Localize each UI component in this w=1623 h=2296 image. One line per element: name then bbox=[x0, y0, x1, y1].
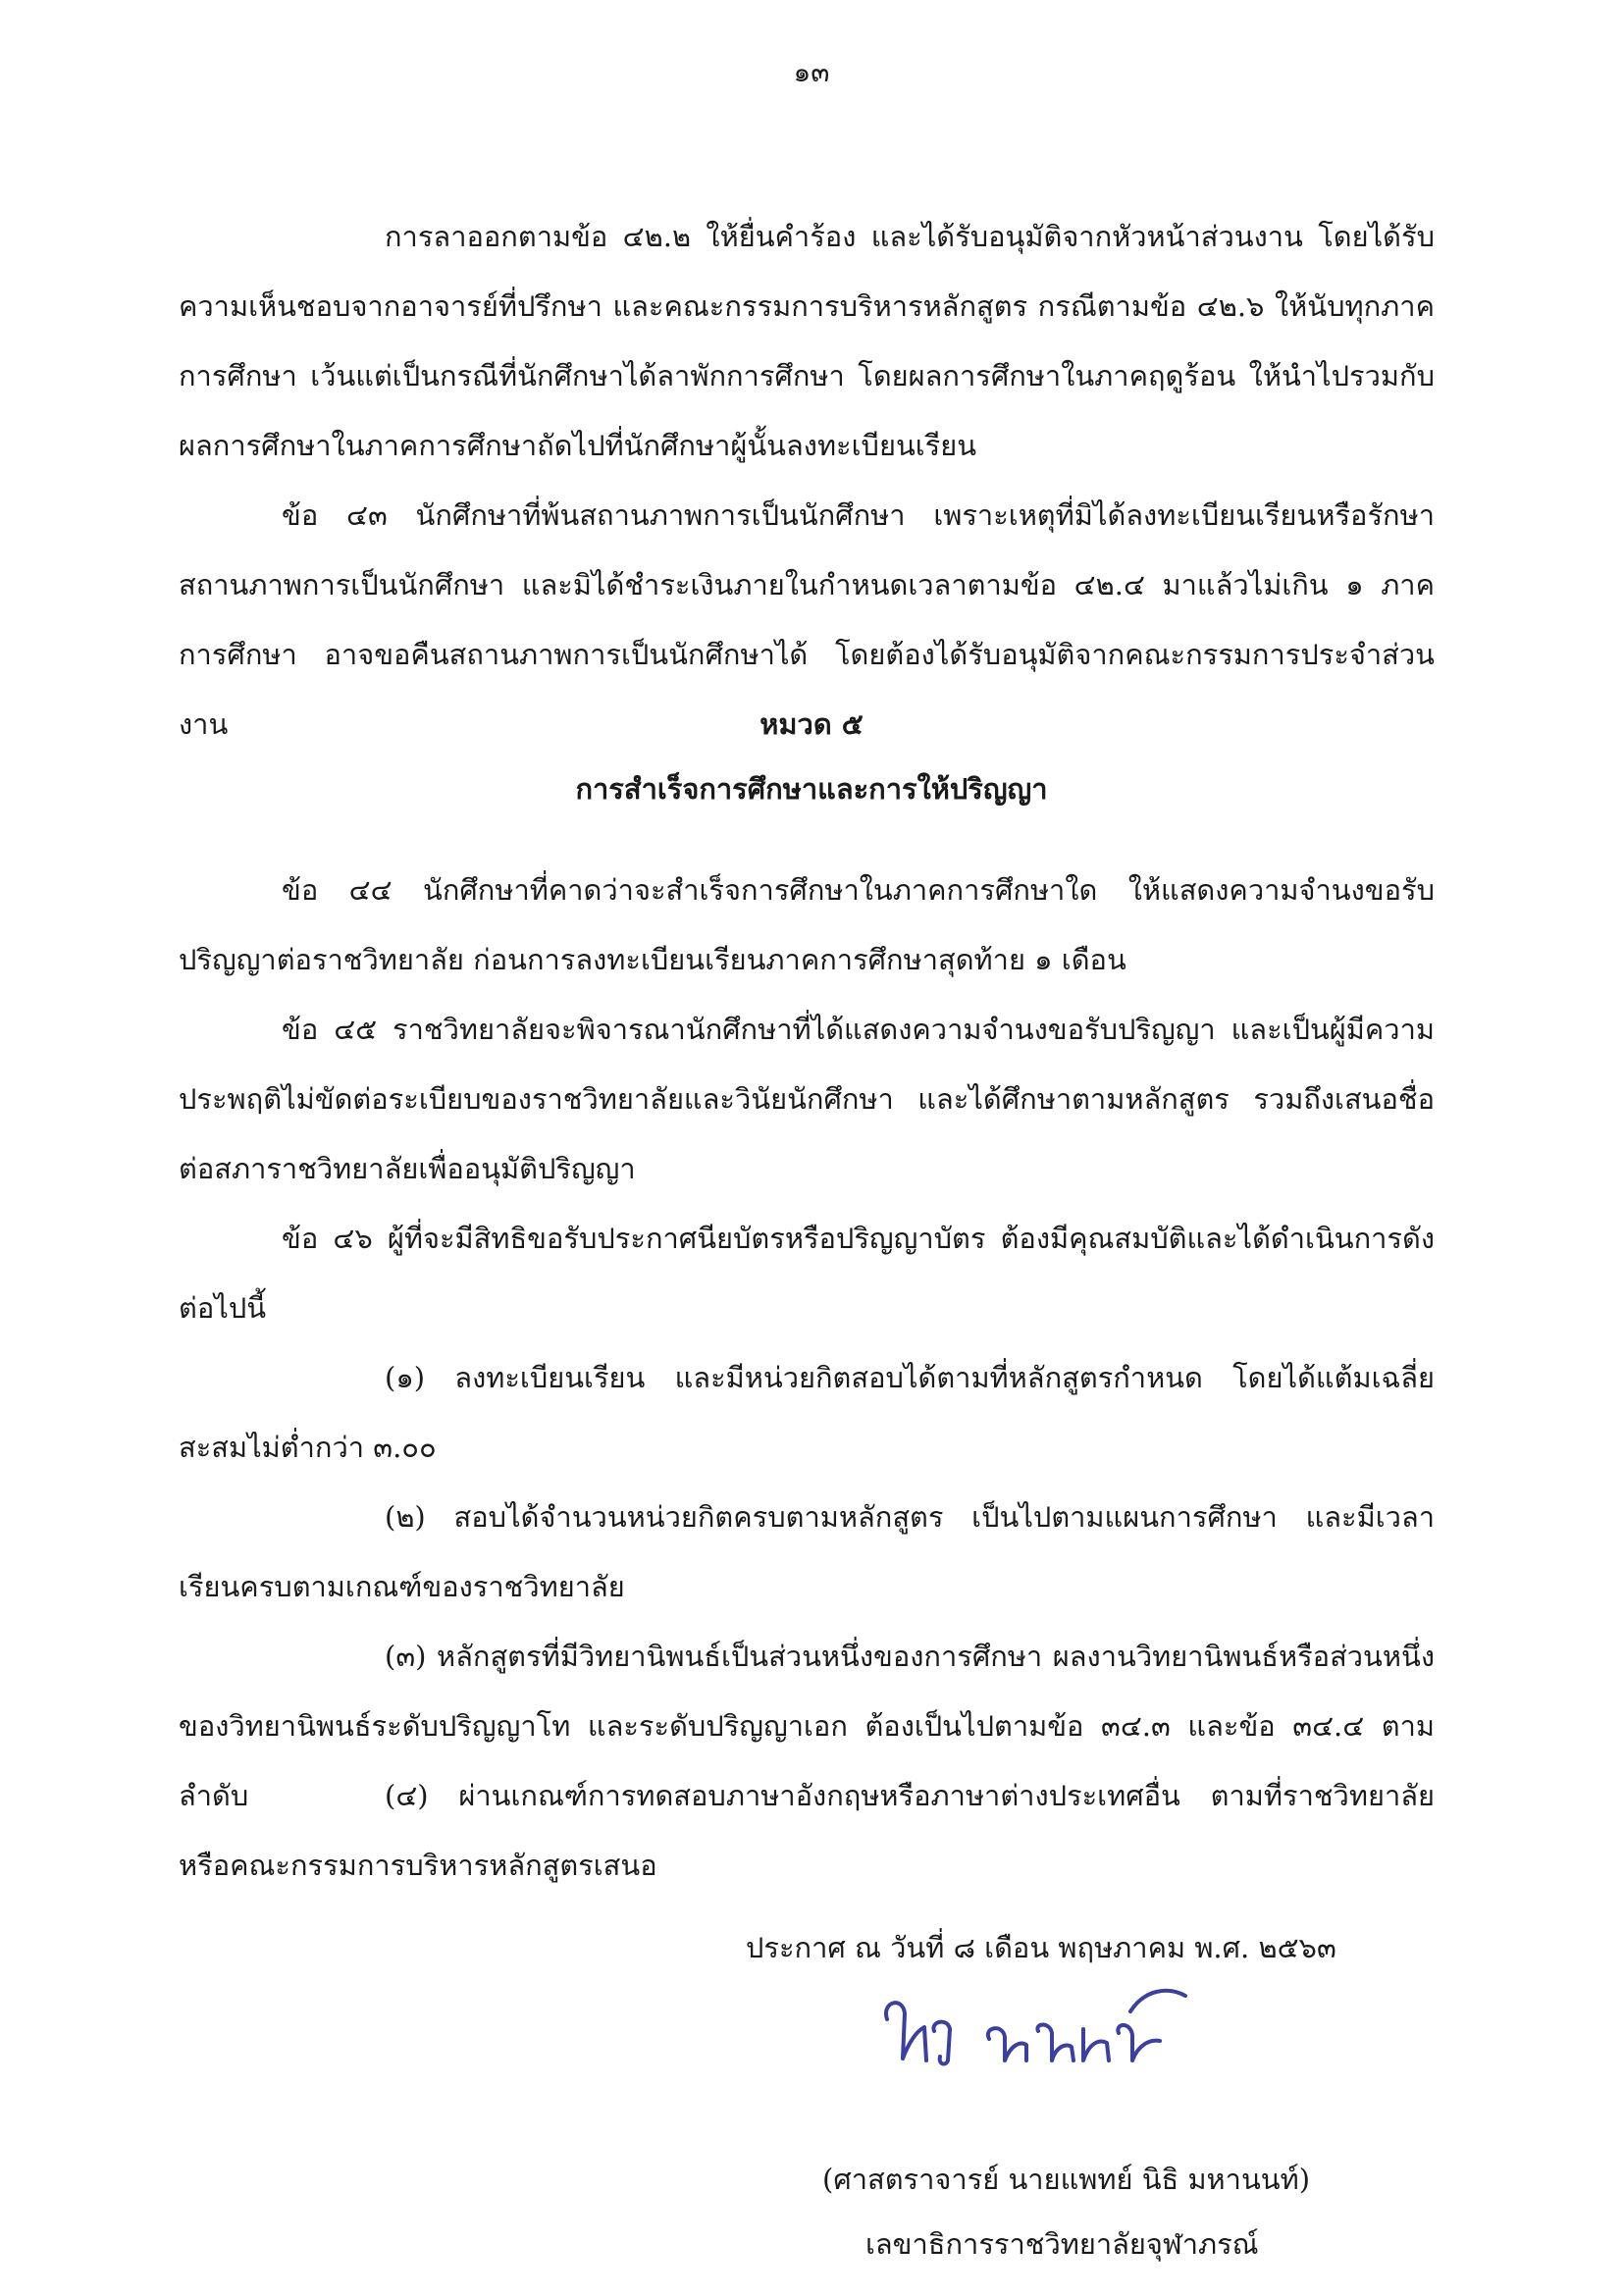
sub-item-4: (๔) ผ่านเกณฑ์การทดสอบภาษาอังกฤษหรือภาษาต่างประเทศอื่น ตามที่ราชวิทยาลัยหรือคณะกรรมการบริหารหลักสูตรเสนอ bbox=[179, 1779, 1435, 1882]
paragraph-resignation: การลาออกตามข้อ ๔๒.๒ ให้ยื่นคำร้อง และได้รับอนุมัติจากหัวหน้าส่วนงาน โดยได้รับความเห็นชอบจากอาจารย์ที่ปรึกษา และคณะกรรมการบริหารหลักสูตร กรณีตามข้อ ๔๒.๖ ให้นับทุกภาคการศึกษา เว้นแต่เป็นกรณีที่นักศึกษาได้ลาพักการศึกษา โดยผลการศึกษาในภาคฤดูร้อน ให้นำไปรวมกับผลการศึกษาในภาคการศึกษาถัดไปที่นักศึกษาผู้นั้นลงทะเบียนเรียน bbox=[179, 220, 1435, 462]
chapter-number: หมวด ๕ bbox=[759, 707, 864, 741]
handwritten-signature bbox=[873, 1982, 1197, 2070]
article-44: ข้อ ๔๔ นักศึกษาที่คาดว่าจะสำเร็จการศึกษาในภาคการศึกษาใด ให้แสดงความจำนงขอรับปริญญาต่อราชวิทยาลัย ก่อนการลงทะเบียนเรียนภาคการศึกษาสุดท้าย ๑ เดือน bbox=[179, 873, 1435, 976]
signatory-title: เลขาธิการราชวิทยาลัยจุฬาภรณ์ bbox=[865, 2227, 1259, 2261]
page-number: ๑๓ bbox=[793, 56, 830, 88]
chapter-title: การสำเร็จการศึกษาและการให้ปริญญา bbox=[575, 772, 1048, 806]
sub-item-3: (๓) หลักสูตรที่มีวิทยานิพนธ์เป็นส่วนหนึ่งของการศึกษา ผลงานวิทยานิพนธ์หรือส่วนหนึ่งของวิทยานิพนธ์ระดับปริญญาโท และระดับปริญญาเอก ต้องเป็นไปตามข้อ ๓๔.๓ และข้อ ๓๔.๔ ตามลำดับ bbox=[179, 1640, 1435, 1812]
announcement-date: ประกาศ ณ วันที่ ๘ เดือน พฤษภาคม พ.ศ. ๒๕๖๓ bbox=[746, 1931, 1336, 1964]
sub-item-2: (๒) สอบได้จำนวนหน่วยกิตครบตามหลักสูตร เป็นไปตามแผนการศึกษา และมีเวลาเรียนครบตามเกณฑ์ของราชวิทยาลัย bbox=[179, 1500, 1435, 1603]
article-45: ข้อ ๔๕ ราชวิทยาลัยจะพิจารณานักศึกษาที่ได้แสดงความจำนงขอรับปริญญา และเป็นผู้มีความประพฤติไม่ขัดต่อระเบียบของราชวิทยาลัยและวินัยนักศึกษา และได้ศึกษาตามหลักสูตร รวมถึงเสนอชื่อต่อสภาราชวิทยาลัยเพื่ออนุมัติปริญญา bbox=[179, 1013, 1435, 1185]
article-46: ข้อ ๔๖ ผู้ที่จะมีสิทธิขอรับประกาศนียบัตรหรือปริญญาบัตร ต้องมีคุณสมบัติและได้ดำเนินการดังต่อไปนี้ bbox=[179, 1222, 1435, 1325]
paragraph-article-43: ข้อ ๔๓ นักศึกษาที่พ้นสถานภาพการเป็นนักศึกษา เพราะเหตุที่มิได้ลงทะเบียนเรียนหรือรักษาสถานภาพการเป็นนักศึกษา และมิได้ชำระเงินภายในกำหนดเวลาตามข้อ ๔๒.๔ มาแล้วไม่เกิน ๑ ภาคการศึกษา อาจขอคืนสถานภาพการเป็นนักศึกษาได้ โดยต้องได้รับอนุมัติจากคณะกรรมการประจำส่วนงาน bbox=[179, 498, 1435, 741]
sub-item-1: (๑) ลงทะเบียนเรียน และมีหน่วยกิตสอบได้ตามที่หลักสูตรกำหนด โดยได้แต้มเฉลี่ยสะสมไม่ต่ำกว่า ๓.๐๐ bbox=[179, 1361, 1435, 1464]
signatory-name: (ศาสตราจารย์ นายแพทย์ นิธิ มหานนท์) bbox=[822, 2163, 1311, 2196]
